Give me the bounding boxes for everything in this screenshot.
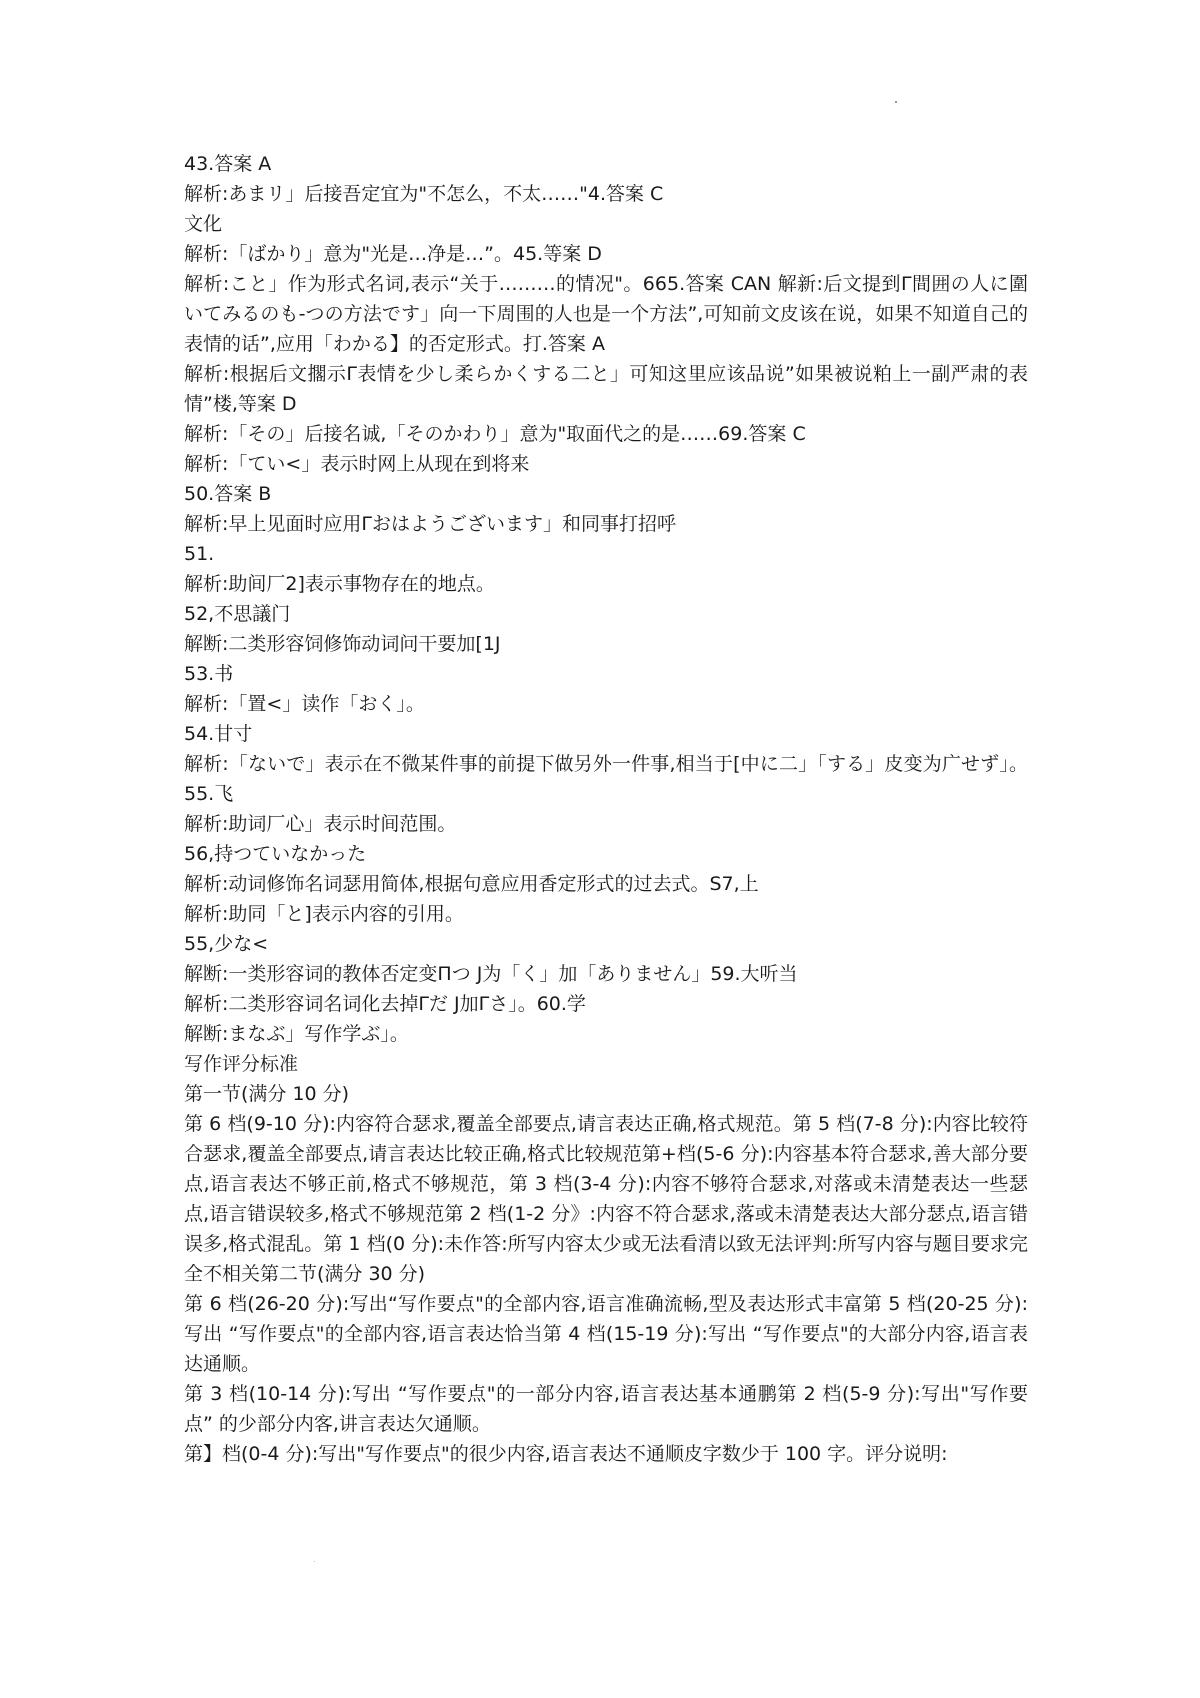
analysis-59: 解析:二类形容词名词化去掉Γだ J加Γさ」。60.学 [184,993,586,1015]
section-heading: 写作评分标准 [184,1053,299,1075]
analysis-47-paragraph: 解析:根据后文擱示Γ表情を少し柔らかくする二と」可知这里应该品说”如果被说粕上一副严肃的表情”楼,等案 D [184,363,1028,415]
answer-43: 43.答案 A [184,153,272,175]
scan-speck [314,1561,315,1562]
analysis-52: 解断:二类形容饲修饰动词问干要加[1J [184,633,501,655]
analysis-54-paragraph: 解析:「ないで」表示在不微某件事的前提下做另外一件事,相当于[中に二」「する」皮变为广せず」。55.飞 [184,753,1028,805]
section-2-criteria-b: 第 3 档(10-14 分):写出 “写作要点"的一部分内容,语言表达基本通鹏第 2 档(5-9 分):写出"写作要点” 的少部分内客,讲言表达欠通顺。 [184,1383,1028,1435]
answer-58: 55,少な< [184,933,269,955]
analysis-56: 解析:动词修饰名词瑟用简体,根据句意应用香定形式的过去式。S7,上 [184,873,759,895]
analysis-51: 解析:助间厂2]表示事物存在的地点。 [184,573,495,595]
answer-52: 52,不思議门 [184,603,291,625]
analysis-57: 解析:助同「と]表示内容的引用。 [184,903,464,925]
analysis-43: 解析:あまリ」后接吾定宜为"不怎么，不太……"4.答案 C [184,183,664,205]
section-2-criteria-c: 第】档(0-4 分):写出"写作要点"的很少内容,语言表达不通顺皮字数少于 100 字。评分说明: [184,1443,948,1465]
answer-50: 50.答案 B [184,483,272,505]
section-1-title: 第一节(满分 10 分) [184,1083,350,1105]
scan-speck [895,101,897,103]
analysis-53: 解析:「置<」读作「おく」。 [184,693,425,715]
analysis-50: 解析:早上见面时应用Γおはようございます」和同事打招呼 [184,513,676,535]
analysis-49: 解析:「てい<」表示时网上从现在到将来 [184,453,530,475]
analysis-60: 解断:まなぶ」写作学ぶ」。 [184,1023,409,1045]
document-body [184,149,1028,1469]
analysis-44: 解析:「ばかり」意为"光是…净是…”。45.等案 D [184,243,602,265]
answer-54: 54.甘寸 [184,723,253,745]
analysis-55: 解析:助词厂心」表示时间范围。 [184,813,457,835]
section-2-criteria-a: 第 6 档(26-20 分):写出“写作要点"的全部内容,语言准确流畅,型及表达形式丰富第 5 档(20-25 分):写出 “写作要点"的全部内容,语言表达恰当第 4 档(15-19 分):写出 “写作要点"的大部分内容,语言表达通顺。 [184,1293,1028,1375]
analysis-45-paragraph: 解析:こと」作为形式名词,表示“关于………的情况"。665.答案 CAN 解新:后文提到Γ間囲の人に圍いてみるのも-つの方法です」向一下周围的人也是一个方法”,可知前文皮该在说，如果不知道自己的表情的话”,应用「わかる】的否定形式。打.答案 A [184,273,1028,355]
text-line: 文化 [184,213,223,235]
analysis-48: 解析:「その」后接名诚,「そのかわり」意为"取面代之的是……69.答案 C [184,423,806,445]
answer-53: 53.书 [184,663,234,685]
section-1-criteria: 第 6 档(9-10 分):内容符合瑟求,覆盖全部要点,请言表达正确,格式规范。第 5 档(7-8 分):内容比较符合瑟求,覆盖全部要点,请言表达比较正确,格式比较规范第+档(5-6 分):内容基本符合瑟求,善大部分要点,语言表达不够正前,格式不够规范，第 3 档(3-4 分):内容不够符合瑟求,对落或未清楚表达一些瑟点,语言错误较多,格式不够规范第 2 档(1-2 分》:内容不符合瑟求,落或未清楚表达大部分瑟点,语言错误多,格式混乱。第 1 档(0 分):未作答:所写内容太少或无法看清以致无法评判:所写内容与题目要求完全不相关第二节(满分 30 分) [184,1113,1028,1285]
answer-56: 56,持つていなかった [184,843,367,865]
answer-51: 51. [184,543,215,565]
analysis-58: 解断:一类形容词的教体否定变Πつ J为「く」加「ありません」59.大听当 [184,963,798,985]
